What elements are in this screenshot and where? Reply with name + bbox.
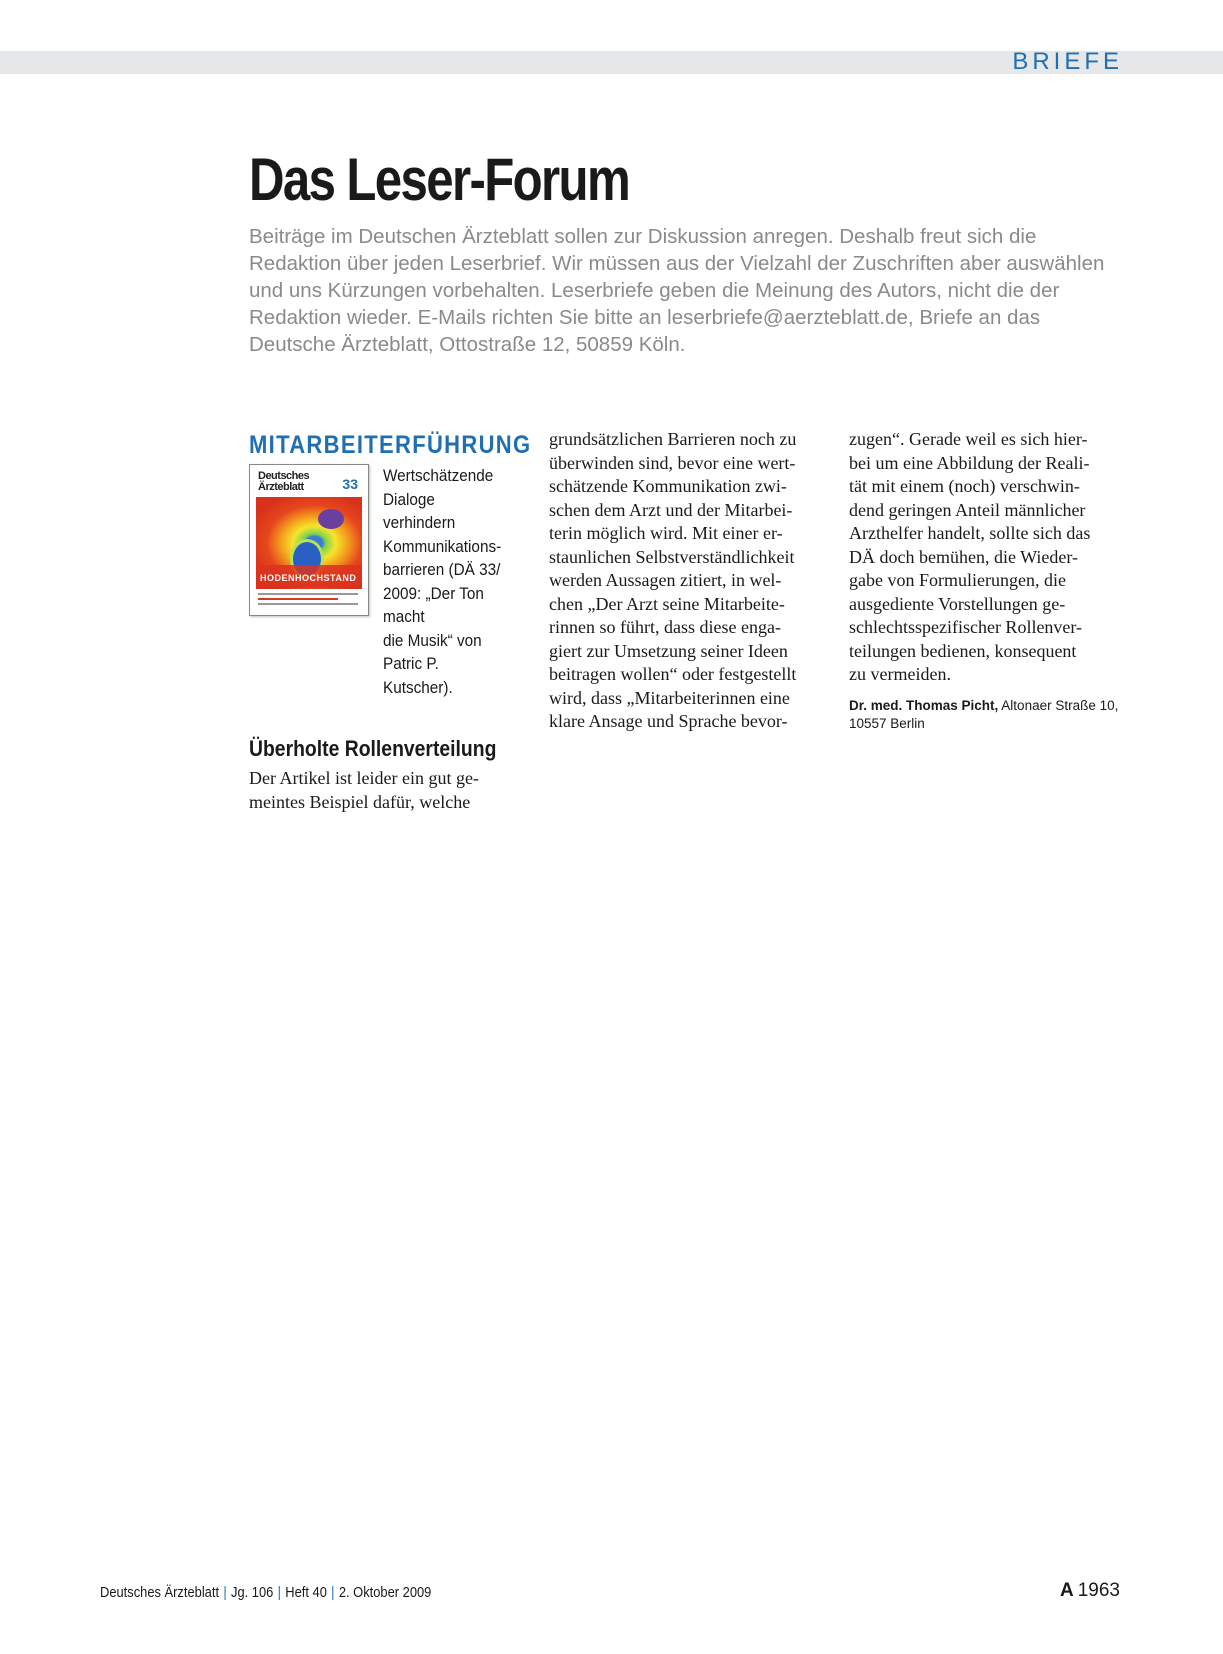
footer-separator: | — [331, 1584, 335, 1601]
page-title: Das Leser-Forum — [249, 146, 630, 213]
section-label: BRIEFE — [1012, 48, 1123, 75]
magazine-cover-thumbnail — [249, 464, 369, 616]
footer-separator: | — [223, 1584, 227, 1601]
article-reference — [249, 464, 521, 699]
cover-line — [258, 598, 338, 600]
column-1 — [249, 430, 532, 814]
cover-issue-number: 33 — [342, 476, 358, 492]
letter-topic: MITARBEITERFÜHRUNG — [249, 431, 532, 459]
footer-volume: Jg. 106 — [230, 1584, 274, 1601]
author-name: Dr. med. Thomas Picht, — [849, 697, 999, 713]
cover-line — [258, 603, 358, 605]
cover-line — [258, 593, 358, 595]
letter-body-part-3: zugen“. Gerade weil es sich hier- bei um eine Abbildung der Reali- tät mit einem (noch) verschwin- dend geringen Anteil männlicher Arzthelfer handelt, sollte sich das DÄ doch bemühen, die Wieder- gabe von Formulierungen, die ausgediente Vorstellungen ge- schlechtsspezifischer Rollenver- teilungen bedienen, konsequent zu vermeiden. — [849, 429, 1091, 684]
page-footer — [100, 1584, 431, 1601]
footer-issue: Heft 40 — [285, 1584, 327, 1601]
column-3 — [849, 430, 1121, 733]
footer-separator: | — [277, 1584, 281, 1601]
cover-art-detail — [318, 509, 344, 529]
cover-title: HODENHOCHSTAND — [260, 573, 357, 583]
footer-journal: Deutsches Ärzteblatt — [100, 1584, 220, 1601]
cover-teaser-lines — [258, 593, 358, 608]
page-number — [1060, 1580, 1120, 1602]
letter-subheading: Überholte Rollenverteilung — [249, 736, 497, 761]
page-number-value: 1963 — [1077, 1580, 1120, 1601]
intro-paragraph: Beiträge im Deutschen Ärzteblatt sollen zur Diskussion anregen. Deshalb freut sich die Redaktion über jeden Leserbrief. Wir müssen aus der Vielzahl der Zuschriften aber auswählen und uns Kürzungen vorbehalten. Leserbriefe geben die Meinung des Autors, nicht die der Redaktion wieder. E-Mails richten Sie bitte an leserbriefe@aerzteblatt.de, Briefe an das Deutsche Ärzteblatt, Ottostraße 12, 50859 Köln. — [249, 225, 1105, 356]
page-prefix: A — [1059, 1580, 1074, 1601]
column-2 — [549, 430, 821, 734]
author-address: Altonaer Straße 10, 10557 Berlin — [849, 697, 1119, 731]
letter-body-part-1: Der Artikel ist leider ein gut ge- meintes Beispiel dafür, welche — [249, 768, 479, 812]
letter-signature — [849, 697, 1121, 733]
cover-brand-line1: Deutsches — [258, 470, 310, 482]
letter-body-part-2: grundsätzlichen Barrieren noch zu überwinden sind, bevor eine wert- schätzende Kommunikation zwi- schen dem Arzt und der Mitarbei- terin möglich wird. Mit einer er- staunlichen Selbstverständlichkeit werden Aussagen zitiert, in wel- chen „Der Arzt seine Mitarbeite- rinnen so führt, dass diese enga- giert zur Umsetzung seiner Ideen beitragen wollen“ oder festgestellt wird, dass „Mitarbeiterinnen eine klare Ansage und Sprache bevor- — [549, 429, 797, 731]
cover-brand-line2: Ärzteblatt — [258, 481, 304, 493]
footer-date: 2. Oktober 2009 — [338, 1584, 432, 1601]
cover-brand — [258, 471, 309, 493]
reference-text: Wertschätzende Dialoge verhindern Kommunikations- barrieren (DÄ 33/ 2009: „Der Ton macht die Musik“ von Patric P. Kutscher). — [383, 466, 502, 697]
